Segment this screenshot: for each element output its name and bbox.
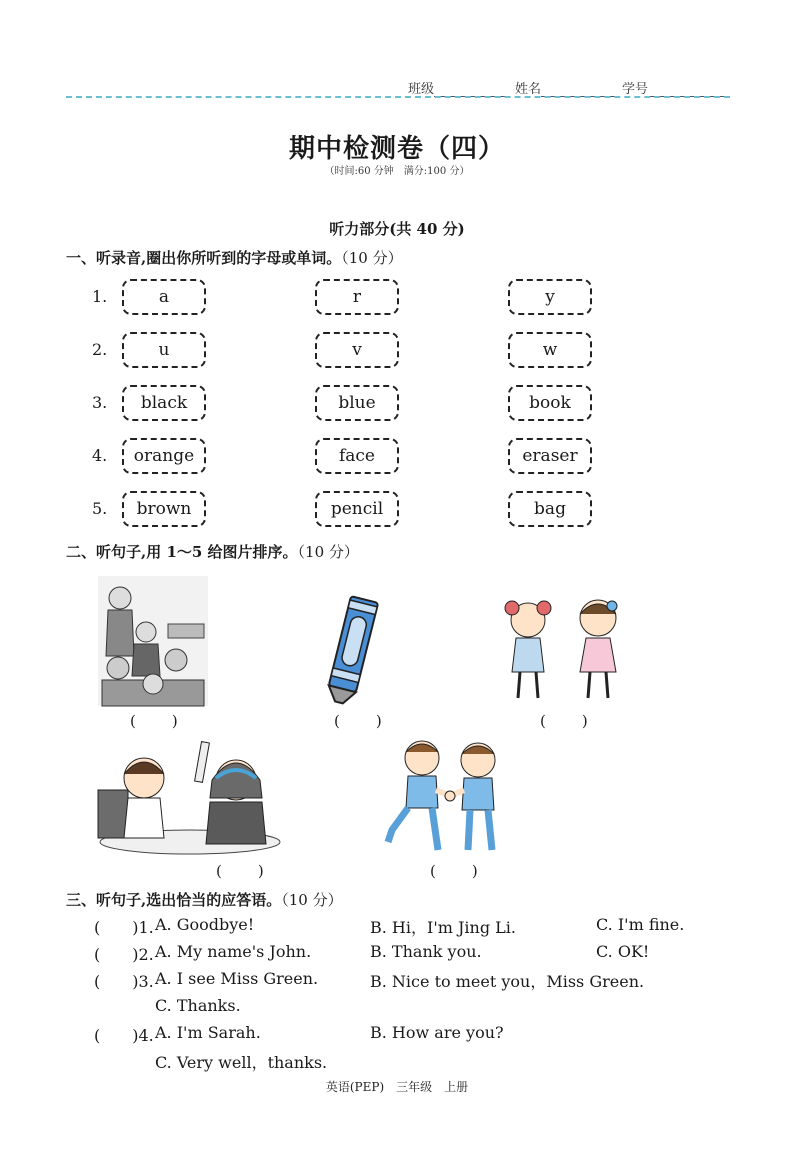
picture-paren[interactable]: ( )	[216, 862, 266, 880]
option-box[interactable]: black	[122, 385, 206, 421]
question-prefix[interactable]: ( )3.	[94, 972, 154, 991]
option-box[interactable]: pencil	[315, 491, 399, 527]
question-prefix[interactable]: ( )1.	[94, 918, 154, 937]
option-b[interactable]: B. How are you?	[370, 1023, 504, 1042]
picture-paren[interactable]: ( )	[130, 712, 180, 730]
section1-points: （10 分）	[341, 249, 403, 267]
header-divider	[66, 96, 730, 98]
name-field[interactable]	[541, 82, 617, 97]
option-a[interactable]: A. Goodbye!	[155, 915, 255, 934]
boys-shaking-hands-illustration	[380, 738, 516, 856]
option-box[interactable]: book	[508, 385, 592, 421]
class-label: 班级	[408, 82, 435, 97]
page-title: 期中检测卷（四）	[288, 134, 505, 164]
section2-points: （10 分）	[297, 543, 359, 561]
two-girls-illustration	[494, 592, 634, 704]
option-c[interactable]: C. I'm fine.	[596, 915, 685, 934]
option-box[interactable]: bag	[508, 491, 592, 527]
option-box[interactable]: blue	[315, 385, 399, 421]
option-box[interactable]: orange	[122, 438, 206, 474]
option-box[interactable]: eraser	[508, 438, 592, 474]
option-box[interactable]: face	[315, 438, 399, 474]
name-label: 姓名	[515, 82, 542, 97]
picture-paren[interactable]: ( )	[334, 712, 384, 730]
page-subtitle: （时间:60 分钟 满分:100 分）	[324, 166, 470, 177]
question-prefix[interactable]: ( )4.	[94, 1026, 154, 1045]
option-box[interactable]: v	[315, 332, 399, 368]
part-title: 听力部分(共 40 分)	[329, 220, 465, 238]
section3-heading-text: 三、听句子,选出恰当的应答语。	[66, 891, 282, 909]
option-box[interactable]: u	[122, 332, 206, 368]
row-number: 5.	[92, 499, 108, 518]
picture-paren[interactable]: ( )	[540, 712, 590, 730]
id-field[interactable]	[648, 82, 724, 97]
section1-heading-text: 一、听录音,圈出你所听到的字母或单词。	[66, 249, 342, 267]
row-number: 4.	[92, 446, 108, 465]
section3-points: （10 分）	[281, 891, 343, 909]
option-c[interactable]: C. Very well，thanks.	[155, 1053, 328, 1072]
option-box[interactable]: a	[122, 279, 206, 315]
id-label-group	[622, 78, 724, 97]
row-number: 2.	[92, 340, 108, 359]
option-a[interactable]: A. I'm Sarah.	[155, 1023, 261, 1042]
classroom-scene-illustration	[98, 576, 208, 706]
section3-heading	[66, 889, 343, 910]
option-c[interactable]: C. Thanks.	[155, 996, 241, 1015]
crayon-illustration	[322, 592, 382, 708]
page-footer: 英语(PEP) 三年级 上册	[325, 1080, 469, 1094]
option-a[interactable]: A. My name's John.	[155, 942, 312, 961]
question-prefix[interactable]: ( )2.	[94, 945, 154, 964]
id-label: 学号	[622, 82, 649, 97]
section2-heading-text: 二、听句子,用 1～5 给图片排序。	[66, 543, 298, 561]
option-b[interactable]: B. Hi，I'm Jing Li.	[370, 918, 516, 937]
class-field[interactable]	[434, 82, 506, 97]
option-b[interactable]: B. Nice to meet you，Miss Green.	[370, 972, 645, 991]
option-box[interactable]: brown	[122, 491, 206, 527]
option-a[interactable]: A. I see Miss Green.	[155, 969, 319, 988]
option-box[interactable]: y	[508, 279, 592, 315]
option-b[interactable]: B. Thank you.	[370, 942, 482, 961]
row-number: 1.	[92, 287, 108, 306]
picture-paren[interactable]: ( )	[430, 862, 480, 880]
section2-heading	[66, 541, 359, 562]
class-label-group	[408, 78, 506, 97]
section1-heading	[66, 247, 403, 268]
name-label-group	[515, 78, 617, 97]
option-c[interactable]: C. OK!	[596, 942, 650, 961]
teacher-and-student-illustration	[94, 740, 280, 856]
option-box[interactable]: w	[508, 332, 592, 368]
row-number: 3.	[92, 393, 108, 412]
option-box[interactable]: r	[315, 279, 399, 315]
